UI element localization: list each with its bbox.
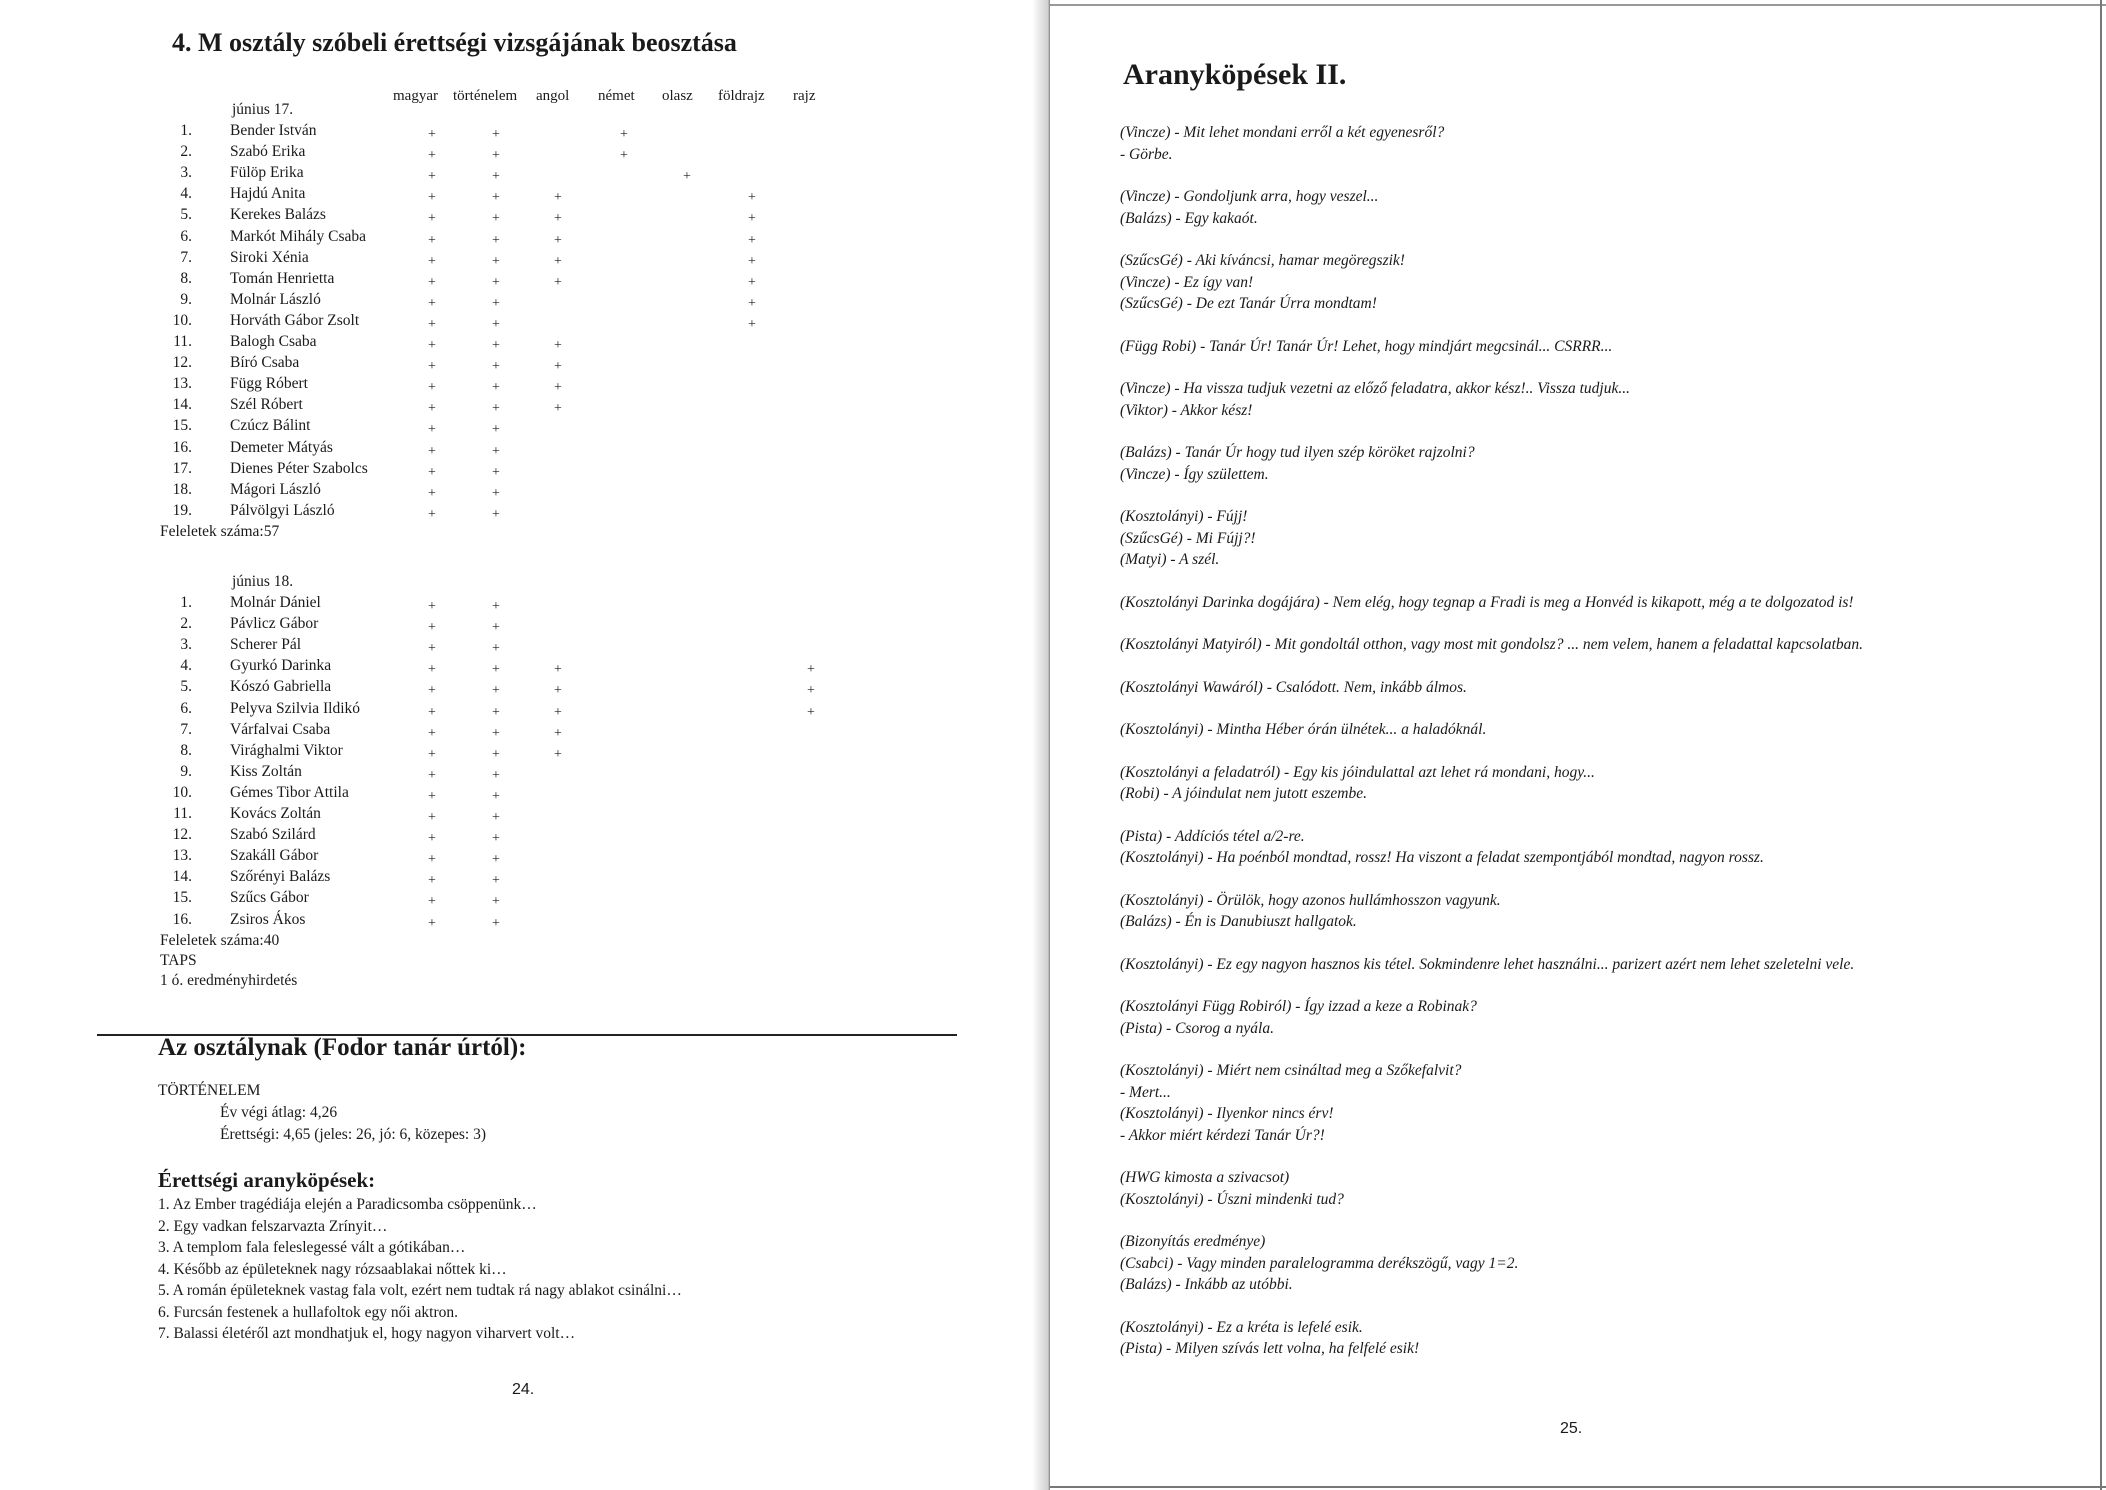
student-number: 5. bbox=[180, 678, 192, 696]
quote-line: (Balázs) - Egy kakaót. bbox=[1120, 209, 1258, 227]
quote-line: (Kosztolányi) - Mintha Héber órán ülnétek... a haladóknál. bbox=[1120, 721, 1487, 738]
subject-mark: + bbox=[492, 704, 500, 720]
student-name: Szabó Erika bbox=[230, 143, 306, 161]
schedule-footer: TAPS bbox=[160, 951, 197, 969]
scan-edge-right bbox=[2100, 0, 2102, 1490]
student-name: Fülöp Erika bbox=[230, 164, 304, 182]
subject-mark: + bbox=[428, 464, 436, 480]
subject-mark: + bbox=[554, 211, 562, 227]
student-number: 9. bbox=[180, 290, 192, 308]
quote-line: (Kosztolányi) - Ez a kréta is lefelé esik. bbox=[1120, 1318, 1363, 1336]
exam-quote: 3. A templom fala feleslegessé vált a gótikában… bbox=[158, 1239, 466, 1256]
right-page bbox=[1050, 0, 2106, 1490]
student-number: 14. bbox=[172, 868, 192, 886]
quote-line: (Kosztolányi Matyiról) - Mit gondoltál otthon, vagy most mit gondolsz? ... nem velem, hanem a feladattal kapcsolatban. bbox=[1120, 636, 1864, 653]
subject-mark: + bbox=[492, 788, 500, 804]
subject-mark: + bbox=[428, 169, 436, 185]
subject-mark: + bbox=[554, 274, 562, 290]
student-name: Tomán Henrietta bbox=[230, 269, 335, 287]
subject-mark: + bbox=[428, 211, 436, 227]
student-name: Molnár László bbox=[230, 290, 321, 308]
subject-mark: + bbox=[428, 725, 436, 741]
subject-mark: + bbox=[428, 295, 436, 311]
subject-header: német bbox=[598, 88, 635, 104]
quote-line: - Görbe. bbox=[1120, 145, 1173, 163]
subject-mark: + bbox=[492, 338, 500, 353]
subject-mark: + bbox=[554, 662, 562, 678]
student-number: 1. bbox=[180, 594, 192, 611]
quote-line: (SzűcsGé) - Mi Fújj?! bbox=[1120, 529, 1256, 547]
quote-line: (Balázs) - Inkább az utóbbi. bbox=[1120, 1276, 1293, 1293]
quote-line: (Kosztolányi) - Úszni mindenki tud? bbox=[1120, 1190, 1344, 1208]
subject-mark: + bbox=[683, 169, 691, 185]
student-name: Gémes Tibor Attila bbox=[230, 783, 349, 801]
quote-line: (Kosztolányi) - Örülök, hogy azonos hullámhosszon vagyunk. bbox=[1120, 891, 1501, 909]
subject-mark: + bbox=[492, 148, 500, 164]
subject-mark: + bbox=[492, 316, 500, 332]
subject-mark: + bbox=[492, 506, 500, 522]
subject-mark: + bbox=[428, 662, 436, 678]
left-page bbox=[0, 0, 1050, 1490]
student-name: Mágori László bbox=[230, 480, 321, 498]
subject-mark: + bbox=[492, 852, 500, 868]
history-exam-result: Érettségi: 4,65 (jeles: 26, jó: 6, közepes: 3) bbox=[220, 1126, 487, 1143]
quote-line: (Pista) - Addíciós tétel a/2-re. bbox=[1120, 827, 1305, 845]
subject-mark: + bbox=[428, 127, 436, 142]
quote-line: - Akkor miért kérdezi Tanár Úr?! bbox=[1120, 1126, 1325, 1144]
schedule-footer: 1 ó. eredményhirdetés bbox=[160, 971, 298, 989]
subject-mark: + bbox=[428, 683, 436, 699]
student-number: 3. bbox=[180, 164, 192, 182]
schedule-date: június 18. bbox=[232, 573, 294, 590]
student-number: 6. bbox=[180, 227, 192, 245]
student-name: Várfalvai Csaba bbox=[230, 720, 331, 738]
quote-line: (Csabci) - Vagy minden paralelogramma derékszögű, vagy 1=2. bbox=[1120, 1254, 1519, 1272]
quote-line: (Balázs) - Tanár Úr hogy tud ilyen szép köröket rajzolni? bbox=[1120, 444, 1475, 461]
subject-mark: + bbox=[428, 401, 436, 417]
student-name: Pelyva Szilvia Ildikó bbox=[230, 699, 361, 717]
subject-mark: + bbox=[428, 873, 436, 889]
subject-mark: + bbox=[492, 380, 500, 396]
subject-mark: + bbox=[428, 641, 436, 657]
schedule-footer: Feleletek száma:40 bbox=[160, 931, 280, 949]
subject-mark: + bbox=[554, 232, 562, 248]
student-name: Zsiros Ákos bbox=[230, 910, 306, 928]
quote-line: (Robi) - A jóindulat nem jutott eszembe. bbox=[1120, 785, 1367, 802]
student-name: Szakáll Gábor bbox=[230, 847, 319, 865]
student-name: Molnár Dániel bbox=[230, 594, 321, 611]
subject-mark: + bbox=[554, 725, 562, 741]
quote-line: (Bizonyítás eredménye) bbox=[1120, 1233, 1266, 1250]
subject-mark: + bbox=[428, 746, 436, 762]
student-number: 17. bbox=[172, 459, 192, 477]
subject-mark: + bbox=[428, 767, 436, 783]
student-number: 13. bbox=[172, 375, 192, 393]
quote-line: (Függ Robi) - Tanár Úr! Tanár Úr! Lehet, hogy mindjárt megcsinál... CSRRR... bbox=[1120, 337, 1613, 355]
subject-mark: + bbox=[492, 641, 500, 657]
student-name: Kószó Gabriella bbox=[230, 678, 332, 696]
student-name: Pávlicz Gábor bbox=[230, 615, 319, 633]
student-number: 8. bbox=[180, 269, 192, 287]
subject-mark: + bbox=[554, 380, 562, 396]
subject-mark: + bbox=[807, 683, 815, 699]
student-name: Kovács Zoltán bbox=[230, 805, 321, 822]
quote-line: (Kosztolányi) - Miért nem csináltad meg a Szőkefalvit? bbox=[1120, 1062, 1462, 1079]
student-number: 6. bbox=[180, 699, 192, 717]
quote-line: (Kosztolányi) - Ha poénból mondtad, rossz! Ha viszont a feladat szempontjából mondtad, nagyon rossz. bbox=[1120, 849, 1764, 866]
subject-mark: + bbox=[807, 704, 815, 720]
student-number: 9. bbox=[180, 762, 192, 780]
student-name: Siroki Xénia bbox=[230, 248, 309, 266]
student-number: 7. bbox=[180, 720, 192, 738]
subject-mark: + bbox=[428, 148, 436, 164]
student-number: 16. bbox=[172, 438, 192, 456]
exam-quote: 5. A román épületeknek vastag fala volt, ezért nem tudtak rá nagy ablakot csinálni… bbox=[158, 1282, 682, 1299]
quote-line: (Kosztolányi Darinka dogájára) - Nem elég, hogy tegnap a Fradi is meg a Honvéd is kikapott, még a te dolgozatod is! bbox=[1120, 593, 1854, 611]
quote-line: (Vincze) - Ha vissza tudjuk vezetni az előző feladatra, akkor kész!.. Vissza tudjuk... bbox=[1120, 380, 1630, 397]
subject-mark: + bbox=[492, 401, 500, 417]
subject-mark: + bbox=[492, 274, 500, 290]
subject-mark: + bbox=[492, 599, 500, 614]
subject-mark: + bbox=[428, 274, 436, 290]
subject-mark: + bbox=[748, 295, 756, 311]
subject-header: magyar bbox=[393, 88, 438, 104]
subject-mark: + bbox=[428, 190, 436, 206]
subject-mark: + bbox=[492, 620, 500, 636]
quote-line: (Pista) - Csorog a nyála. bbox=[1120, 1019, 1274, 1037]
student-number: 8. bbox=[180, 741, 192, 759]
student-number: 16. bbox=[172, 910, 192, 928]
subject-mark: + bbox=[428, 704, 436, 720]
quote-line: (Pista) - Milyen szívás lett volna, ha felfelé esik! bbox=[1120, 1340, 1420, 1357]
subject-mark: + bbox=[428, 894, 436, 910]
student-number: 2. bbox=[180, 615, 192, 633]
page-number-right: 25. bbox=[1560, 1420, 1583, 1437]
student-name: Bender István bbox=[230, 122, 317, 139]
quote-line: (Kosztolányi Wawáról) - Csalódott. Nem, inkább álmos. bbox=[1120, 678, 1467, 696]
quote-line: (Kosztolányi) - Ez egy nagyon hasznos kis tétel. Sokmindenre lehet használni... parizert azért nem lehet szeletelni vele. bbox=[1120, 955, 1855, 973]
exam-quote: 4. Később az épületeknek nagy rózsaablakai nőttek ki… bbox=[158, 1260, 507, 1278]
quote-line: (Vincze) - Ez így van! bbox=[1120, 273, 1254, 291]
quote-line: - Mert... bbox=[1120, 1083, 1171, 1101]
student-number: 7. bbox=[180, 248, 192, 266]
subject-mark: + bbox=[492, 831, 500, 847]
subject-mark: + bbox=[554, 746, 562, 762]
quote-line: (Kosztolányi a feladatról) - Egy kis jóindulattal azt lehet rá mondani, hogy... bbox=[1120, 763, 1595, 781]
subject-mark: + bbox=[428, 422, 436, 438]
quote-line: (Kosztolányi) - Fújj! bbox=[1120, 508, 1248, 525]
subject-mark: + bbox=[748, 211, 756, 227]
student-number: 12. bbox=[172, 354, 192, 372]
subject-mark: + bbox=[554, 338, 562, 353]
subject-header: olasz bbox=[662, 88, 693, 104]
subject-mark: + bbox=[492, 211, 500, 227]
subject-mark: + bbox=[492, 295, 500, 311]
subject-mark: + bbox=[428, 852, 436, 868]
subject-mark: + bbox=[428, 253, 436, 269]
student-number: 11. bbox=[173, 805, 192, 822]
subject-mark: + bbox=[428, 316, 436, 332]
exam-quote: 7. Balassi életéről azt mondhatjuk el, hogy nagyon viharvert volt… bbox=[158, 1325, 576, 1342]
student-name: Függ Róbert bbox=[230, 375, 308, 393]
student-number: 4. bbox=[180, 657, 192, 675]
exam-quote: 1. Az Ember tragédiája elején a Paradicsomba csöppenünk… bbox=[158, 1196, 537, 1213]
student-name: Gyurkó Darinka bbox=[230, 657, 332, 675]
subject-mark: + bbox=[748, 253, 756, 269]
subject-mark: + bbox=[492, 464, 500, 480]
subject-mark: + bbox=[492, 767, 500, 783]
student-number: 13. bbox=[172, 847, 192, 865]
subject-mark: + bbox=[554, 704, 562, 720]
subject-mark: + bbox=[554, 683, 562, 699]
quote-line: (SzűcsGé) - Aki kíváncsi, hamar megöregszik! bbox=[1120, 252, 1405, 269]
subject-mark: + bbox=[428, 359, 436, 375]
subject-mark: + bbox=[428, 831, 436, 847]
student-name: Bíró Csaba bbox=[230, 354, 300, 372]
subject-mark: + bbox=[428, 232, 436, 248]
student-number: 4. bbox=[180, 185, 192, 203]
quote-line: (Vincze) - Így születtem. bbox=[1120, 465, 1269, 483]
student-number: 1. bbox=[180, 122, 192, 139]
subject-mark: + bbox=[748, 274, 756, 290]
student-number: 2. bbox=[180, 143, 192, 161]
student-number: 12. bbox=[172, 826, 192, 844]
subject-header: földrajz bbox=[718, 88, 765, 104]
subject-mark: + bbox=[554, 190, 562, 206]
subject-mark: + bbox=[492, 810, 500, 825]
subject-mark: + bbox=[428, 380, 436, 396]
student-number: 5. bbox=[180, 206, 192, 224]
student-name: Horváth Gábor Zsolt bbox=[230, 311, 360, 329]
subject-mark: + bbox=[428, 915, 436, 931]
subject-mark: + bbox=[428, 506, 436, 522]
quote-line: (Matyi) - A szél. bbox=[1120, 551, 1220, 568]
subject-mark: + bbox=[748, 190, 756, 206]
student-number: 10. bbox=[172, 311, 192, 329]
subject-mark: + bbox=[620, 127, 628, 142]
subject-mark: + bbox=[492, 232, 500, 248]
exam-quote: 6. Furcsán festenek a hullafoltok egy női aktron. bbox=[158, 1303, 459, 1321]
student-number: 18. bbox=[172, 480, 192, 498]
student-number: 11. bbox=[173, 333, 192, 350]
subject-header: történelem bbox=[453, 88, 518, 104]
subject-header: angol bbox=[536, 88, 570, 104]
page-number-left: 24. bbox=[512, 1381, 535, 1398]
subject-mark: + bbox=[492, 662, 500, 678]
quote-line: (Viktor) - Akkor kész! bbox=[1120, 401, 1253, 419]
subject-mark: + bbox=[492, 127, 500, 142]
quote-line: (Balázs) - Én is Danubiuszt hallgatok. bbox=[1120, 913, 1357, 930]
history-label: TÖRTÉNELEM bbox=[158, 1082, 261, 1099]
subject-mark: + bbox=[492, 169, 500, 185]
quote-line: (Kosztolányi) - Ilyenkor nincs érv! bbox=[1120, 1105, 1334, 1122]
subject-header: rajz bbox=[793, 88, 816, 104]
scan-edge-bottom bbox=[1050, 1486, 2106, 1488]
student-name: Demeter Mátyás bbox=[230, 438, 333, 456]
subject-mark: + bbox=[554, 359, 562, 375]
student-name: Szűcs Gábor bbox=[230, 889, 309, 907]
scan-edge-top bbox=[1050, 4, 2106, 6]
student-name: Pálvölgyi László bbox=[230, 501, 335, 519]
subject-mark: + bbox=[492, 894, 500, 910]
subject-mark: + bbox=[492, 873, 500, 889]
subject-mark: + bbox=[492, 190, 500, 206]
subject-mark: + bbox=[748, 232, 756, 248]
subject-mark: + bbox=[492, 746, 500, 762]
student-number: 14. bbox=[172, 396, 192, 414]
subject-mark: + bbox=[492, 915, 500, 931]
exam-quote: 2. Egy vadkan felszarvazta Zrínyit… bbox=[158, 1217, 388, 1235]
subject-mark: + bbox=[492, 443, 500, 459]
subject-mark: + bbox=[492, 683, 500, 699]
schedule-date: június 17. bbox=[232, 101, 294, 118]
subject-mark: + bbox=[428, 443, 436, 459]
student-number: 15. bbox=[172, 417, 192, 435]
student-name: Kiss Zoltán bbox=[230, 762, 302, 780]
subject-mark: + bbox=[428, 485, 436, 501]
subject-mark: + bbox=[492, 485, 500, 501]
quote-line: (Kosztolányi Függ Robiról) - Így izzad a keze a Robinak? bbox=[1120, 998, 1477, 1015]
student-name: Czúcz Bálint bbox=[230, 417, 311, 435]
history-year-average: Év végi átlag: 4,26 bbox=[220, 1104, 338, 1121]
student-number: 15. bbox=[172, 889, 192, 907]
quote-line: (Vincze) - Gondoljunk arra, hogy veszel... bbox=[1120, 188, 1379, 205]
subject-mark: + bbox=[492, 422, 500, 438]
subject-mark: + bbox=[428, 788, 436, 804]
subject-mark: + bbox=[428, 810, 436, 825]
student-name: Balogh Csaba bbox=[230, 333, 317, 350]
schedule-title: 4. M osztály szóbeli érettségi vizsgájának beosztása bbox=[172, 28, 737, 57]
student-name: Virághalmi Viktor bbox=[230, 741, 343, 759]
student-name: Scherer Pál bbox=[230, 636, 302, 654]
subject-mark: + bbox=[748, 316, 756, 332]
student-number: 10. bbox=[172, 783, 192, 801]
subject-mark: + bbox=[492, 359, 500, 375]
student-name: Szőrényi Balázs bbox=[230, 868, 331, 886]
subject-mark: + bbox=[554, 401, 562, 417]
student-name: Szél Róbert bbox=[230, 396, 303, 414]
quote-line: (Vincze) - Mit lehet mondani erről a két egyenesről? bbox=[1120, 124, 1445, 141]
quotes-page-title: Aranyköpések II. bbox=[1123, 58, 1347, 91]
quote-line: (HWG kimosta a szivacsot) bbox=[1120, 1169, 1290, 1186]
subject-mark: + bbox=[492, 253, 500, 269]
subject-mark: + bbox=[620, 148, 628, 164]
quote-line: (SzűcsGé) - De ezt Tanár Úrra mondtam! bbox=[1120, 295, 1377, 312]
exam-quotes-title: Érettségi aranyköpések: bbox=[158, 1168, 376, 1192]
student-name: Markót Mihály Csaba bbox=[230, 227, 367, 245]
subject-mark: + bbox=[554, 253, 562, 269]
student-name: Hajdú Anita bbox=[230, 185, 306, 203]
subject-mark: + bbox=[428, 338, 436, 353]
subject-mark: + bbox=[428, 599, 436, 614]
subject-mark: + bbox=[492, 725, 500, 741]
schedule-footer: Feleletek száma:57 bbox=[160, 522, 280, 540]
student-name: Kerekes Balázs bbox=[230, 206, 326, 224]
student-name: Szabó Szilárd bbox=[230, 826, 316, 844]
student-name: Dienes Péter Szabolcs bbox=[230, 459, 368, 477]
subject-mark: + bbox=[428, 620, 436, 636]
class-section-title: Az osztálynak (Fodor tanár úrtól): bbox=[158, 1034, 527, 1061]
subject-mark: + bbox=[807, 662, 815, 678]
student-number: 3. bbox=[180, 636, 192, 654]
student-number: 19. bbox=[172, 501, 192, 519]
